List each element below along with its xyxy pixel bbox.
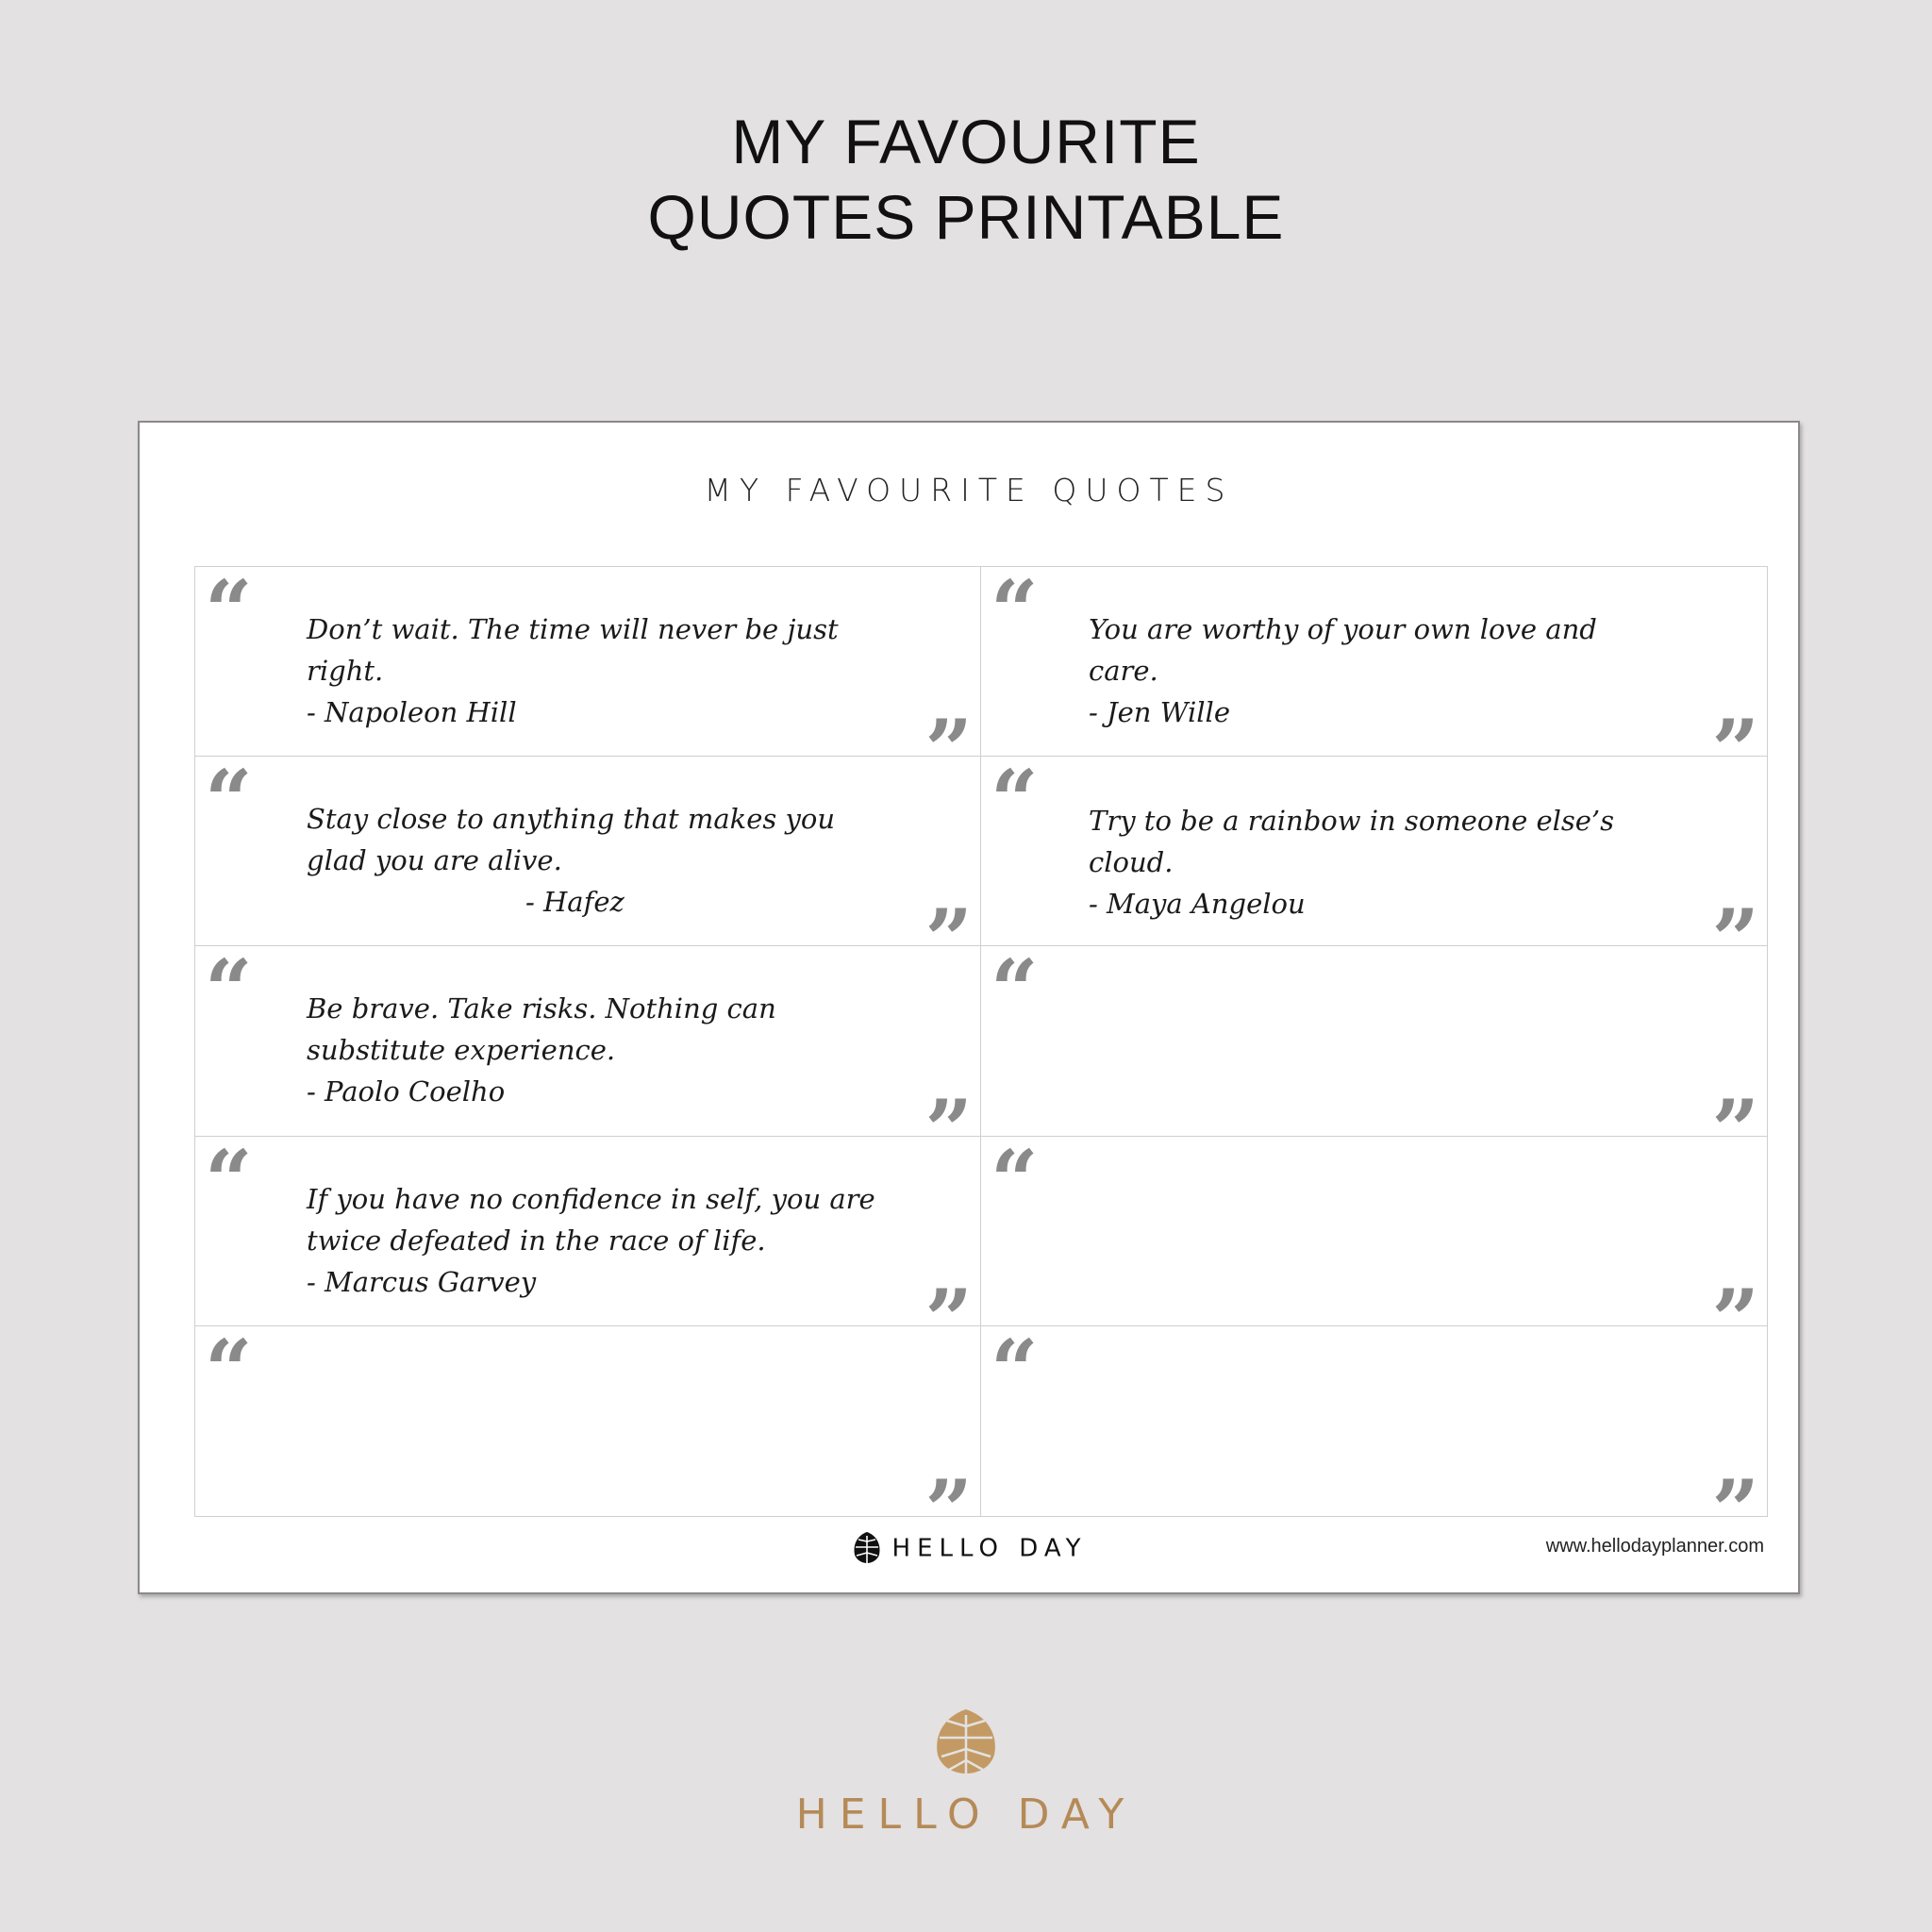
quote-cell-6 (981, 946, 1767, 1136)
close-quote-icon: ” (924, 1080, 973, 1137)
footer-brand-text: HELLO DAY (891, 1534, 1088, 1563)
quotes-grid (194, 566, 1768, 1517)
quote-text-block (1089, 800, 1674, 924)
footer-url: www.hellodayplanner.com (1545, 1536, 1764, 1557)
quote-cell-9 (195, 1326, 981, 1516)
quote-text: Stay close to anything that makes you glad you are alive. (307, 803, 836, 877)
quote-text: Don’t wait. The time will never be just right. (307, 613, 839, 687)
quote-text: Be brave. Take risks. Nothing can substitute experience. (307, 992, 776, 1067)
promo-title (0, 104, 1932, 255)
brand-logo (0, 1706, 1932, 1789)
quote-author: - Hafez (525, 886, 625, 919)
close-quote-icon: ” (924, 891, 973, 947)
quote-text-block (307, 988, 891, 1112)
open-quote-icon: “ (205, 1136, 253, 1229)
quote-text-block (1089, 608, 1674, 733)
quote-text: You are worthy of your own love and care. (1089, 613, 1597, 687)
brand-name: HELLO DAY (795, 1790, 1137, 1839)
quote-author: - Marcus Garvey (307, 1265, 537, 1298)
quote-author: - Napoleon Hill (307, 696, 517, 728)
close-quote-icon: ” (924, 1270, 973, 1326)
quote-cell-1 (195, 567, 981, 757)
quote-cell-10 (981, 1326, 1767, 1516)
quote-cell-3 (195, 757, 981, 946)
open-quote-icon: “ (205, 946, 253, 1040)
promo-title-line2: QUOTES PRINTABLE (647, 182, 1285, 252)
quote-text-block (307, 608, 891, 733)
close-quote-icon: ” (1711, 1080, 1759, 1137)
open-quote-icon: “ (991, 757, 1039, 850)
quotes-sheet (138, 421, 1800, 1594)
quote-cell-4 (981, 757, 1767, 946)
open-quote-icon: “ (991, 1136, 1039, 1229)
close-quote-icon: ” (924, 701, 973, 758)
quote-text-block (307, 1178, 891, 1303)
close-quote-icon: ” (1711, 891, 1759, 947)
open-quote-icon: “ (991, 1325, 1039, 1419)
quote-text: If you have no confidence in self, you are twice defeated in the race of life. (307, 1182, 875, 1257)
quote-cell-8 (981, 1137, 1767, 1326)
close-quote-icon: ” (1711, 1270, 1759, 1326)
open-quote-icon: “ (991, 567, 1039, 659)
quote-cell-2 (981, 567, 1767, 757)
open-quote-icon: “ (991, 946, 1039, 1040)
quote-text-block (307, 798, 891, 923)
close-quote-icon: ” (1711, 701, 1759, 758)
close-quote-icon: ” (1711, 1460, 1759, 1516)
sheet-title: MY FAVOURITE QUOTES (704, 472, 1234, 508)
quote-author: - Paolo Coelho (307, 1075, 506, 1108)
quote-author: - Maya Angelou (1089, 888, 1306, 921)
open-quote-icon: “ (205, 757, 253, 850)
open-quote-icon: “ (205, 1325, 253, 1419)
sheet-footer (140, 1521, 1798, 1577)
monstera-leaf-icon (851, 1530, 883, 1568)
close-quote-icon: ” (924, 1460, 973, 1516)
quote-cell-5 (195, 946, 981, 1136)
open-quote-icon: “ (205, 567, 253, 659)
quote-author: - Jen Wille (1089, 696, 1230, 728)
quote-text: Try to be a rainbow in someone else’s cloud. (1089, 805, 1615, 879)
quote-cell-7 (195, 1137, 981, 1326)
monstera-leaf-icon (928, 1706, 1004, 1785)
promo-title-line1: MY FAVOURITE (731, 107, 1201, 176)
